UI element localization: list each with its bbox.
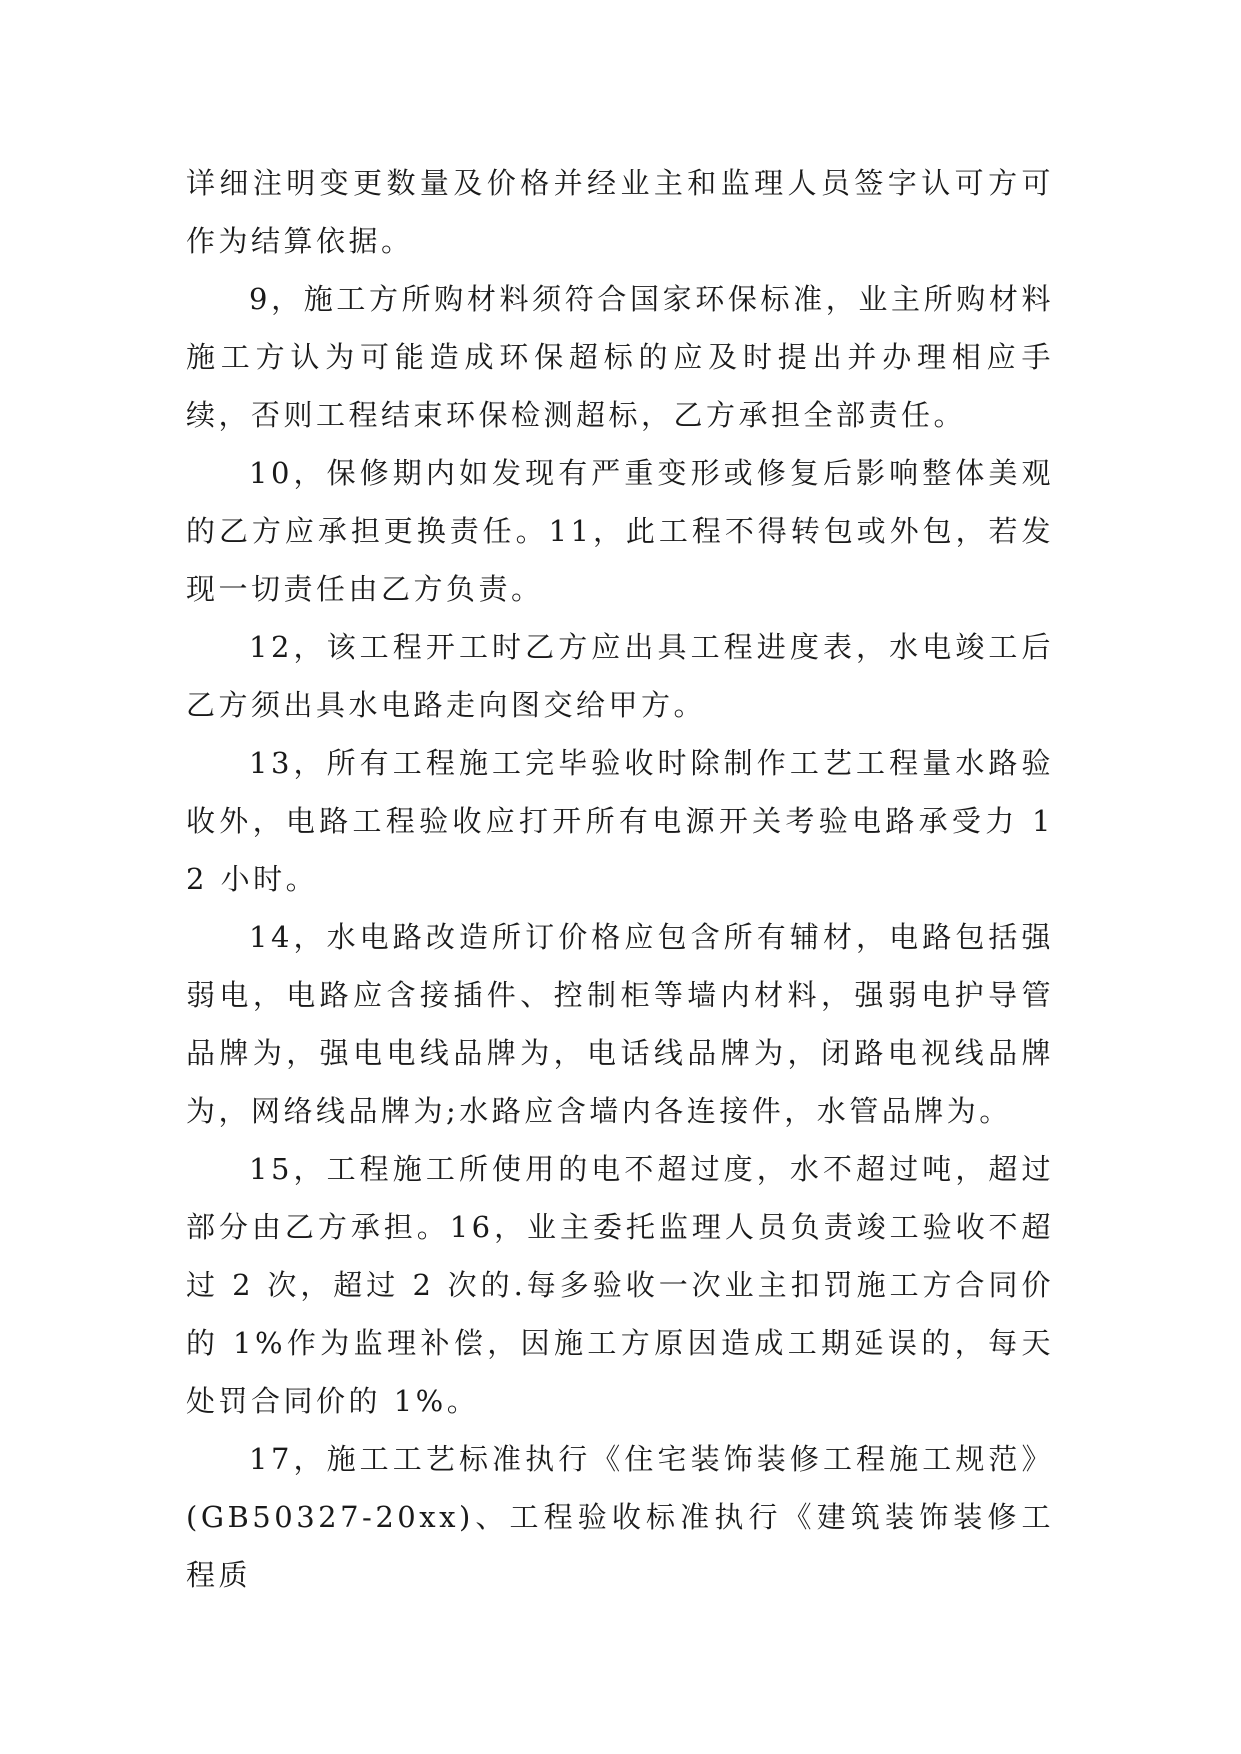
document-body bbox=[186, 154, 1054, 1604]
paragraph-clause-10-11: 10，保修期内如发现有严重变形或修复后影响整体美观的乙方应承担更换责任。11，此工程不得转包或外包，若发现一切责任由乙方负责。 bbox=[186, 456, 1054, 606]
paragraph-clause-13: 13，所有工程施工完毕验收时除制作工艺工程量水路验收外，电路工程验收应打开所有电源开关考验电路承受力 12 小时。 bbox=[186, 746, 1054, 896]
paragraph-clause-17: 17，施工工艺标准执行《住宅装饰装修工程施工规范》(GB50327-20xx)、工程验收标准执行《建筑装饰装修工程质 bbox=[186, 1442, 1054, 1592]
paragraph-clause-15-16: 15，工程施工所使用的电不超过度，水不超过吨，超过部分由乙方承担。16，业主委托监理人员负责竣工验收不超过 2 次，超过 2 次的.每多验收一次业主扣罚施工方合同价的 1%作为监理补偿，因施工方原因造成工期延误的，每天处罚合同价的 1%。 bbox=[186, 1152, 1054, 1418]
paragraph-clause-9: 9，施工方所购材料须符合国家环保标准，业主所购材料施工方认为可能造成环保超标的应及时提出并办理相应手续，否则工程结束环保检测超标，乙方承担全部责任。 bbox=[186, 282, 1054, 432]
paragraph-continuation: 详细注明变更数量及价格并经业主和监理人员签字认可方可作为结算依据。 bbox=[186, 166, 1054, 258]
paragraph-clause-12: 12，该工程开工时乙方应出具工程进度表，水电竣工后乙方须出具水电路走向图交给甲方。 bbox=[186, 630, 1054, 722]
paragraph-clause-14: 14，水电路改造所订价格应包含所有辅材，电路包括强弱电，电路应含接插件、控制柜等墙内材料，强弱电护导管品牌为，强电电线品牌为，电话线品牌为，闭路电视线品牌为，网络线品牌为;水路应含墙内各连接件，水管品牌为。 bbox=[186, 920, 1054, 1128]
